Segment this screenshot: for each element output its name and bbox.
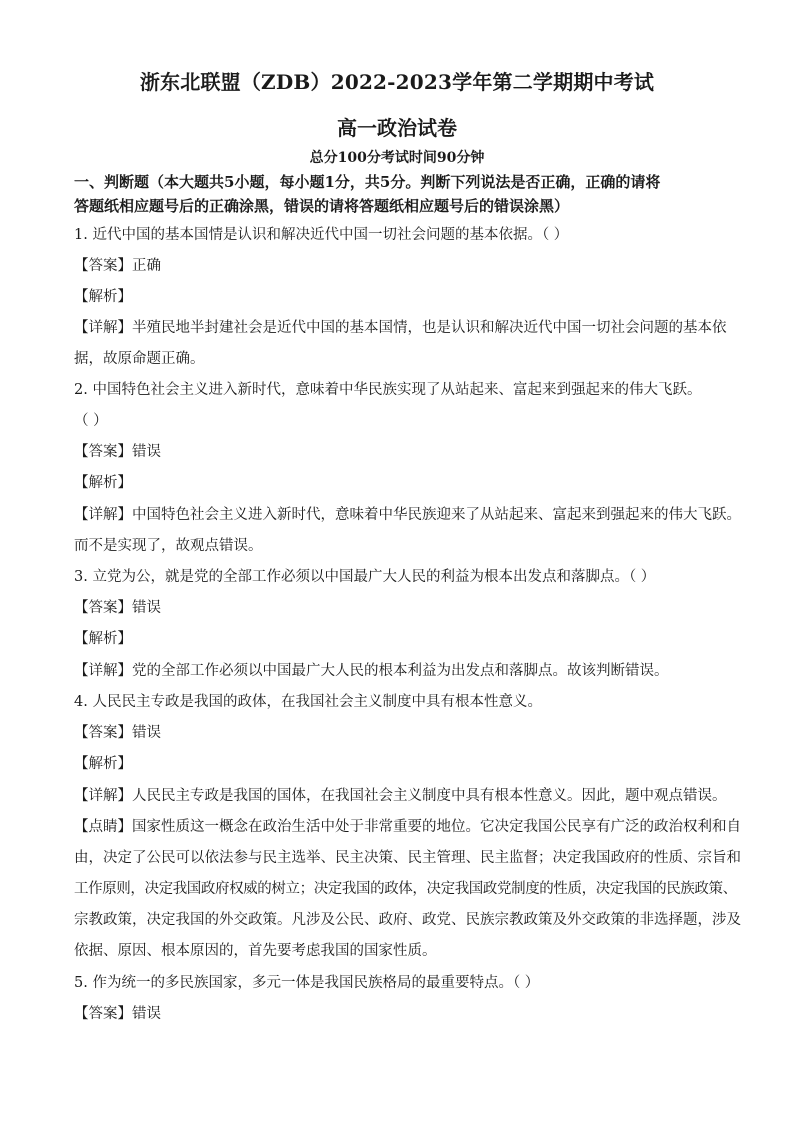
key-point-text: 依据、原因、根本原因的，首先要考虑我国的国家性质。: [74, 943, 437, 959]
detail-text: 【详解】中国特色社会主义进入新时代，意味着中华民族迎来了从站起来、富起来到强起来的伟大飞跃。: [74, 507, 741, 523]
key-point-text: 【点睛】国家性质这一概念在政治生活中处于非常重要的地位。它决定我国公民享有广泛的政治权利和自: [74, 819, 741, 835]
section-heading-line: 一、判断题（本大题共5小题，每小题1分，共5分。判断下列说法是否正确，正确的请将: [74, 173, 661, 191]
detail-text: 【详解】半殖民地半封建社会是近代中国的基本国情，也是认识和解决近代中国一切社会问题的基本依: [74, 320, 727, 336]
question-stem: 1. 近代中国的基本国情是认识和解决近代中国一切社会问题的基本依据。（ ）: [74, 227, 569, 243]
analysis-label: 【解析】: [74, 756, 132, 772]
answer-label: 【答案】错误: [74, 725, 161, 741]
question-stem: 2. 中国特色社会主义进入新时代，意味着中华民族实现了从站起来、富起来到强起来的伟大飞跃。: [74, 382, 702, 398]
detail-text: 【详解】人民民主专政是我国的国体，在我国社会主义制度中具有根本性意义。因此，题中观点错误。: [74, 788, 727, 804]
key-point-text: 工作原则，决定我国政府权威的树立；决定我国的政体，决定我国政党制度的性质，决定我国的民族政策、: [74, 881, 737, 897]
question-stem: 3. 立党为公，就是党的全部工作必须以中国最广大人民的利益为根本出发点和落脚点。（ ）: [74, 569, 656, 585]
answer-label: 【答案】错误: [74, 600, 161, 616]
analysis-label: 【解析】: [74, 631, 132, 647]
answer-label: 【答案】错误: [74, 1006, 161, 1022]
detail-text: 【详解】党的全部工作必须以中国最广大人民的根本利益为出发点和落脚点。故该判断错误。: [74, 663, 669, 679]
question-stem-cont: （ ）: [74, 413, 108, 429]
key-point-text: 宗教政策，决定我国的外交政策。凡涉及公民、政府、政党、民族宗教政策及外交政策的非选择题，涉及: [74, 912, 741, 928]
exam-meta: 总分100分考试时间90分钟: [309, 150, 485, 166]
analysis-label: 【解析】: [74, 289, 132, 305]
question-stem: 4. 人民民主专政是我国的政体，在我国社会主义制度中具有根本性意义。: [74, 694, 542, 710]
exam-title: 浙东北联盟（ZDB）2022-2023学年第二学期期中考试: [139, 70, 655, 94]
detail-text: 据，故原命题正确。: [74, 351, 205, 367]
detail-text: 而不是实现了，故观点错误。: [74, 538, 263, 554]
key-point-text: 由，决定了公民可以依法参与民主选举、民主决策、民主管理、民主监督；决定我国政府的性质、宗旨和: [74, 850, 741, 866]
section-heading: [74, 170, 734, 218]
section-heading-line: 答题纸相应题号后的正确涂黑，错误的请将答题纸相应题号后的错误涂黑）: [74, 197, 570, 215]
analysis-label: 【解析】: [74, 475, 132, 491]
exam-subtitle: 高一政治试卷: [337, 116, 457, 140]
answer-label: 【答案】正确: [74, 258, 161, 274]
answer-label: 【答案】错误: [74, 444, 161, 460]
question-stem: 5. 作为统一的多民族国家，多元一体是我国民族格局的最重要特点。（ ）: [74, 975, 540, 991]
